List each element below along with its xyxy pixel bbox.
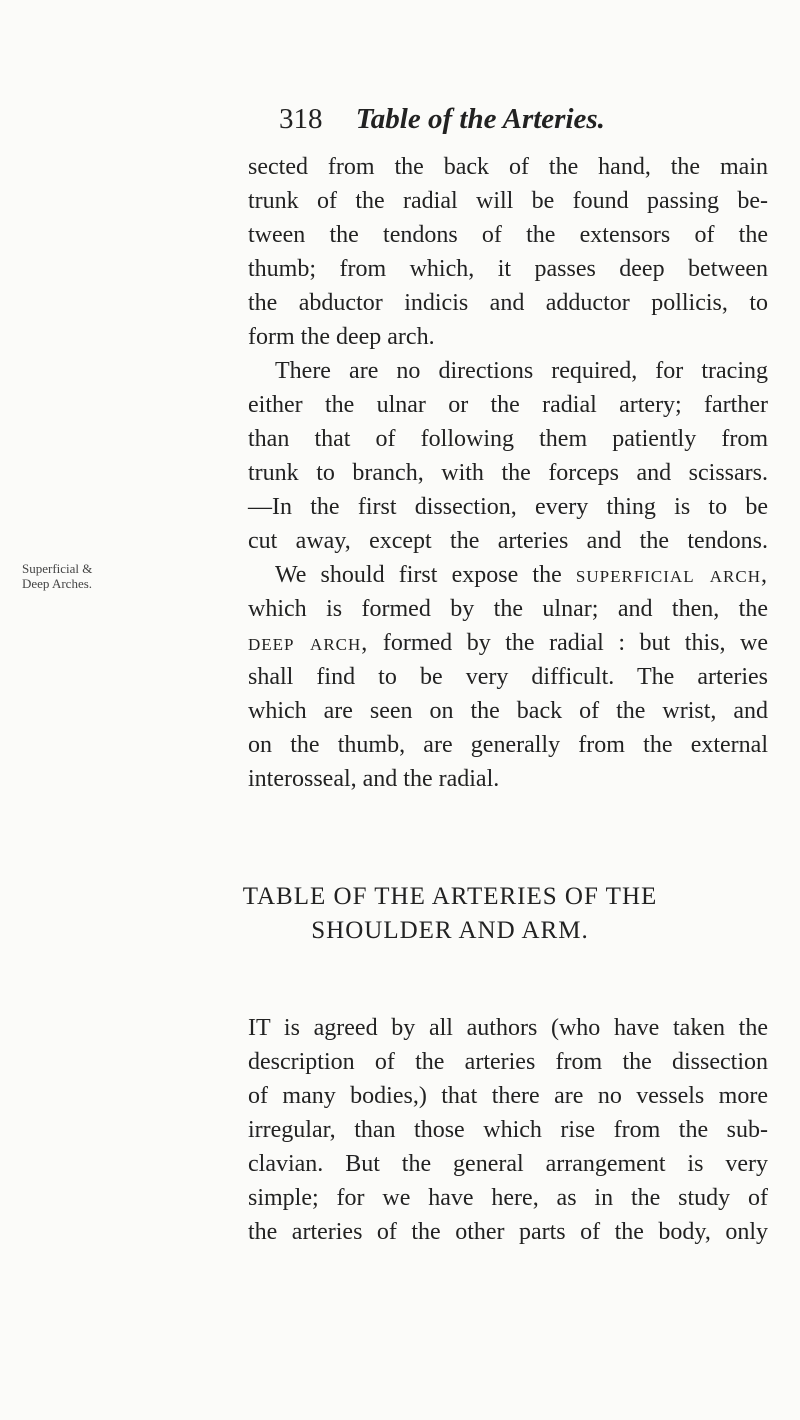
text-line: shall find to be very difficult. The arteries <box>248 664 768 690</box>
paragraph-dissection <box>248 150 768 796</box>
text-line: of many bodies,) that there are no vessels more <box>248 1083 768 1109</box>
term-deep-arch: deep arch, <box>248 630 369 656</box>
text-line: sected from the back of the hand, the main <box>248 154 768 180</box>
paragraph-shoulder-arm <box>248 1011 768 1249</box>
heading-line: TABLE OF THE ARTERIES OF THE <box>242 883 658 910</box>
text-line: either the ulnar or the radial artery; farther <box>248 392 768 418</box>
text-line: the abductor indicis and adductor pollicis, to <box>248 290 768 316</box>
text-line: trunk to branch, with the forceps and scissars. <box>248 460 768 486</box>
text-line: interosseal, and the radial. <box>248 766 500 792</box>
text-line: thumb; from which, it passes deep between <box>248 256 768 282</box>
margin-note-line: Superficial & <box>22 561 93 576</box>
text-line: irregular, than those which rise from the sub- <box>248 1117 768 1143</box>
text-line: simple; for we have here, as in the study of <box>248 1185 768 1211</box>
text-line: trunk of the radial will be found passing be- <box>248 188 768 214</box>
page-number: 318 <box>279 103 323 135</box>
text-fragment: We should first expose the <box>275 562 576 588</box>
term-superficial-arch: superficial arch, <box>575 562 769 588</box>
running-title: Table of the Arteries. <box>355 103 605 135</box>
text-line: IT is agreed by all authors (who have taken the <box>248 1015 768 1041</box>
margin-note-line: Deep Arches. <box>22 576 93 591</box>
text-line: clavian. But the general arrangement is very <box>248 1151 768 1177</box>
text-line: description of the arteries from the dissection <box>248 1049 768 1075</box>
text-line: form the deep arch. <box>248 324 435 350</box>
text-line: —In the first dissection, every thing is to be <box>248 494 768 520</box>
text-line: cut away, except the arteries and the tendons. <box>248 528 768 554</box>
text-line: the arteries of the other parts of the body, only <box>248 1219 768 1245</box>
text-line: There are no directions required, for tracing <box>275 358 768 384</box>
text-line: on the thumb, are generally from the external <box>248 732 768 758</box>
section-heading <box>150 880 750 948</box>
margin-note <box>22 561 142 591</box>
heading-line: SHOULDER AND ARM. <box>311 917 589 944</box>
text-line: which is formed by the ulnar; and then, the <box>248 596 768 622</box>
text-line: which are seen on the back of the wrist, and <box>248 698 768 724</box>
text-fragment: formed by the radial : but this, we <box>368 630 768 656</box>
text-line: tween the tendons of the extensors of the <box>248 222 768 248</box>
text-line-deep-arch <box>248 626 768 660</box>
text-line-arch <box>248 558 768 592</box>
text-line: than that of following them patiently from <box>248 426 768 452</box>
page-header <box>279 103 605 136</box>
